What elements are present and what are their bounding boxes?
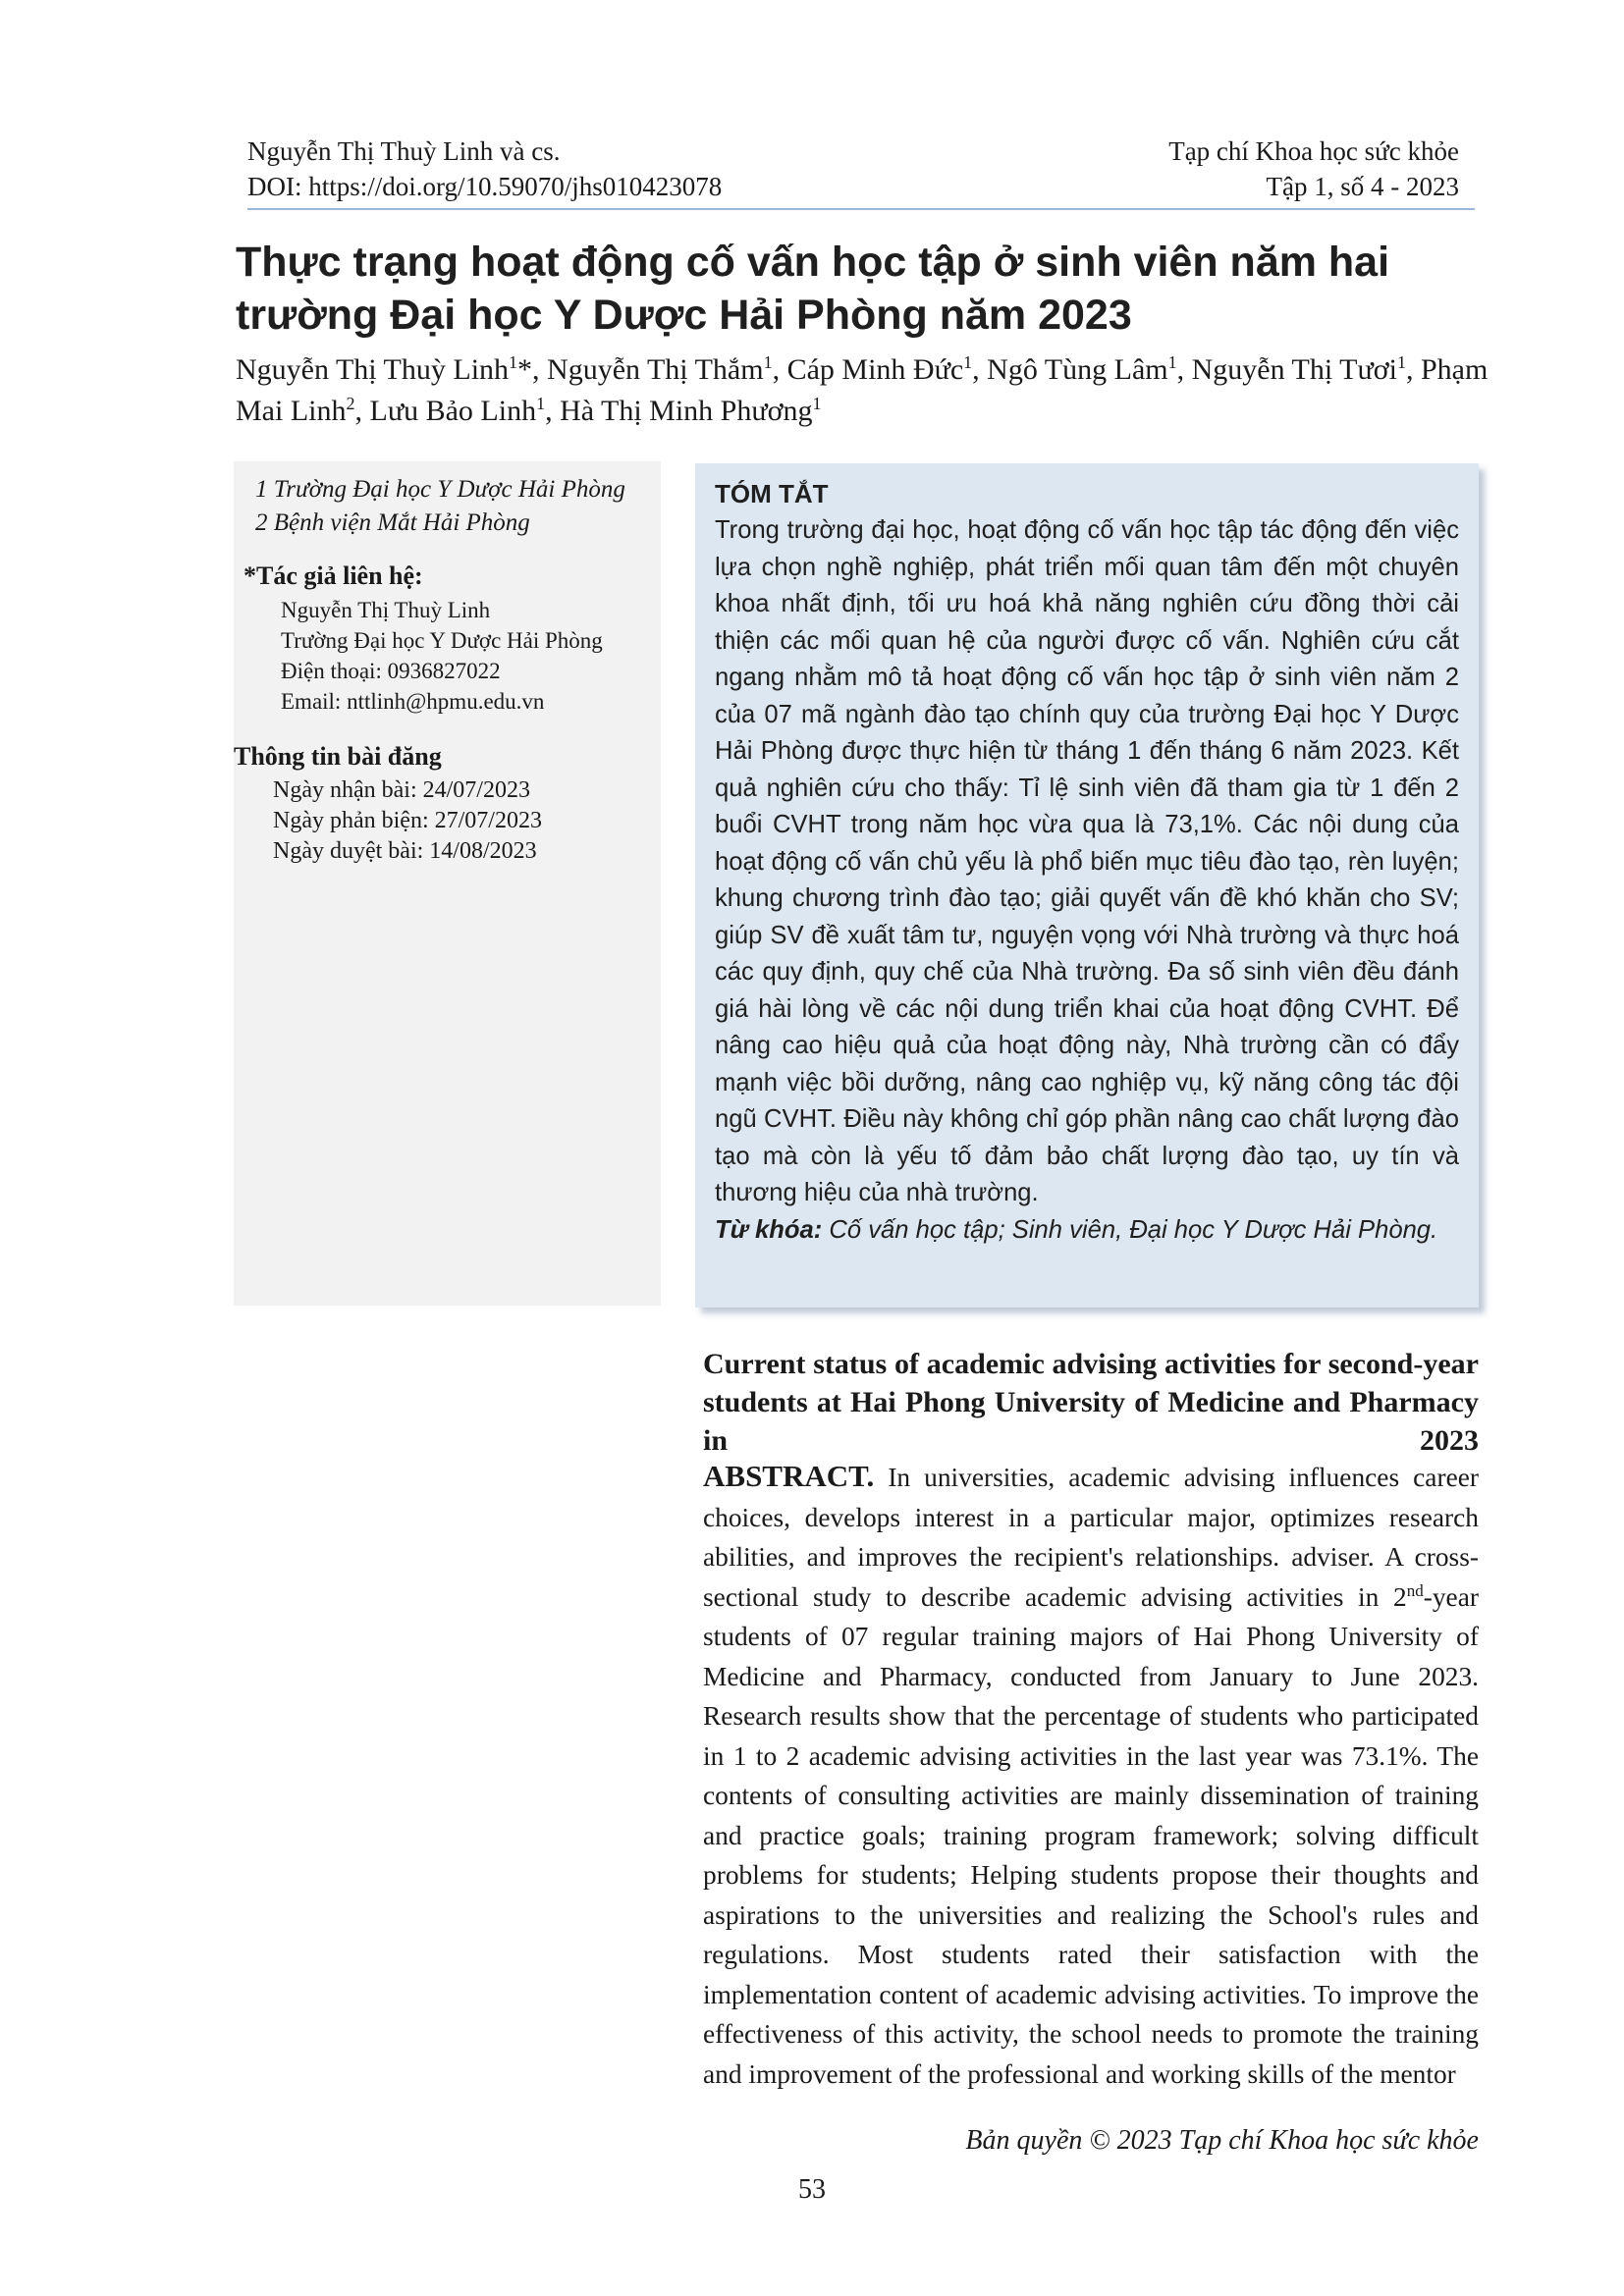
header-doi[interactable]: DOI: https://doi.org/10.59070/jhs010423078 [247,172,723,201]
english-abstract [703,1457,1479,2094]
vietnamese-abstract-box [695,463,1479,1308]
article-info-heading: Thông tin bài đăng [234,742,442,771]
author: Hà Thị Minh Phương$^1$ [560,394,822,427]
keywords-label: Từ khóa: [715,1215,823,1244]
author: Nguyễn Thị Tươi$^1$ [1191,352,1406,386]
abstract-label: ABSTRACT. [703,1459,875,1493]
corresponding-author [281,595,661,717]
affiliation-1: 1 Trường Đại học Y Dược Hải Phòng [255,476,625,503]
date-reviewed: Ngày phản biện: 27/07/2023 [273,808,542,833]
corresponding-author-heading: *Tác giả liên hệ: [244,561,423,590]
english-title: Current status of academic advising activities for second-year students at Hai Phong University of Medicine and Pharmacy in 2023 [703,1348,1479,1457]
article-title: Thực trạng hoạt động cố vấn học tập ở sinh viên năm hai trường Đại học Y Dược Hải Phòng năm 2023 [236,239,1390,339]
author: Nguyễn Thị Thắm$^1$ [547,352,773,386]
author: Cáp Minh Đức$^1$ [786,352,973,386]
article-info-panel [234,461,661,1306]
running-header-right [1168,133,1459,204]
contact-org: Trường Đại học Y Dược Hải Phòng [281,628,603,653]
contact-name: Nguyễn Thị Thuỳ Linh [281,598,491,622]
keywords-text: Cố vấn học tập; Sinh viên, Đại học Y Dược Hải Phòng. [829,1215,1438,1244]
header-issue: Tập 1, số 4 - 2023 [1266,172,1459,201]
author: Nguyễn Thị Thuỳ Linh$^1$* [236,352,533,386]
page-number: 53 [798,2174,826,2205]
author: Ngô Tùng Lâm$^1$ [987,352,1177,386]
tom-tat-heading: TÓM TẮT [715,479,829,508]
copyright-notice: Bản quyền © 2023 Tạp chí Khoa học sức khỏe [965,2125,1479,2156]
header-divider [247,208,1475,210]
abstract-text-1: In universities, academic advising influences career choices, develops interest in a particular major, optimizes research abilities, and improves the recipient's relationships. adviser. A cross-sectional study to describe academic advising activities in 2 [703,1463,1479,1612]
author-list: Nguyễn Thị Thuỳ Linh$^1$*, Nguyễn Thị Thắm$^1$, Cáp Minh Đức$^1$, Ngô Tùng Lâm$^1$, Nguyễn Thị Tươi$^1$, Phạm Mai Linh$^2$, Lưu Bảo Linh$^1$, Hà Thị Minh Phương$^1$ [236,352,1489,427]
date-received: Ngày nhận bài: 24/07/2023 [273,777,530,803]
header-journal: Tạp chí Khoa học sức khỏe [1168,136,1459,166]
author: Phạm Mai Linh$^2$ [236,353,1489,427]
article-dates [273,775,661,867]
ordinal-superscript: nd [1406,1580,1424,1600]
date-accepted: Ngày duyệt bài: 14/08/2023 [273,838,537,864]
keywords [715,1212,1459,1250]
header-authors: Nguyễn Thị Thuỳ Linh và cs. [247,136,561,166]
abstract-text-2: -year students of 07 regular training majors of Hai Phong University of Medicine and Pharmacy, conducted from January to June 2023. Research results show that the percentage of students who participated in 1 to 2 academic advising activities in the last year was 73.1%. The contents of consulting activities are mainly dissemination of training and practice goals; training program framework; solving difficult problems for students; Helping students propose their thoughts and aspirations to the universities and realizing the School's rules and regulations. Most students rated their satisfaction with the implementation content of academic advising activities. To improve the effectiveness of this activity, the school needs to promote the training and improvement of the professional and working skills of the mentor [703,1581,1479,2089]
running-header-left [247,133,722,204]
affiliation-2: 2 Bệnh viện Mắt Hải Phòng [255,509,530,536]
tom-tat-body: Trong trường đại học, hoạt động cố vấn học tập tác động đến việc lựa chọn nghề nghiệp, phát triển mối quan tâm đến một chuyên khoa nhất định, tối ưu hoá khả năng nghiên cứu đồng thời cải thiện các mối quan hệ của người được cố vấn. Nghiên cứu cắt ngang nhằm mô tả hoạt động cố vấn học tập ở sinh viên năm 2 của 07 mã ngành đào tạo chính quy của trường Đại học Y Dược Hải Phòng được thực hiện từ tháng 1 đến tháng 6 năm 2023. Kết quả nghiên cứu cho thấy: Tỉ lệ sinh viên đã tham gia từ 1 đến 2 buổi CVHT trong năm học vừa qua là 73,1%. Các nội dung của hoạt động cố vấn chủ yếu là phổ biến mục tiêu đào tạo, rèn luyện; khung chương trình đào tạo; giải quyết vấn đề khó khăn cho SV; giúp SV đề xuất tâm tư, nguyện vọng với Nhà trường và thực hoá các quy định, quy chế của Nhà trường. Đa số sinh viên đều đánh giá hài lòng về các nội dung triển khai của hoạt động CVHT. Để nâng cao hiệu quả của hoạt động này, Nhà trường cần có đẩy mạnh việc bồi dưỡng, nâng cao nghiệp vụ, kỹ năng công tác đội ngũ CVHT. Điều này không chỉ góp phần nâng cao chất lượng đào tạo mà còn là yếu tố đảm bảo chất lượng đào tạo, uy tín và thương hiệu của nhà trường. [715,516,1459,1206]
author: Lưu Bảo Linh$^1$ [369,394,546,427]
affiliations [255,475,661,538]
contact-email[interactable]: Email: nttlinh@hpmu.edu.vn [281,689,545,714]
contact-phone: Điện thoại: 0936827022 [281,659,501,683]
